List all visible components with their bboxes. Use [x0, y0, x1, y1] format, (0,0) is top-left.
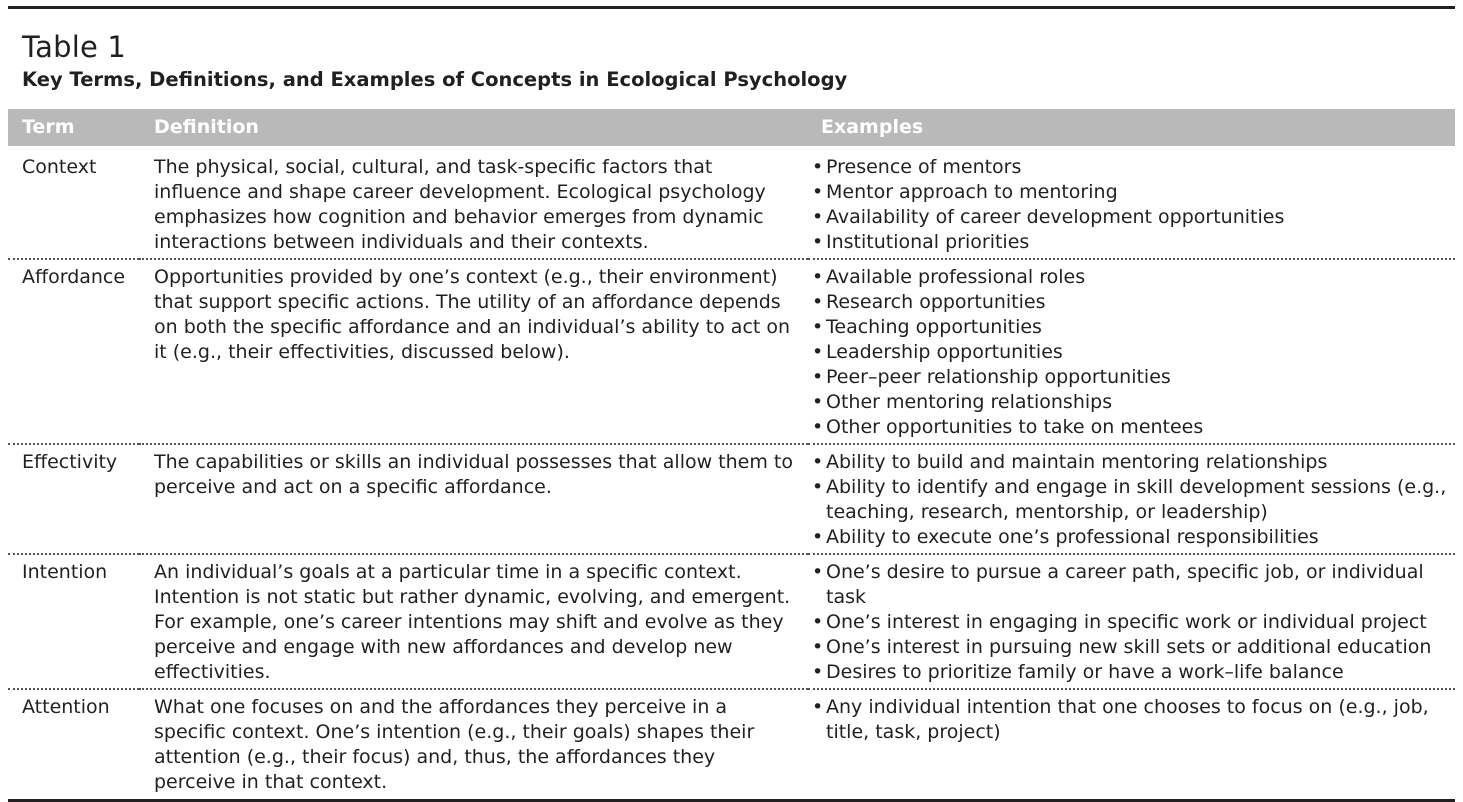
definition-cell: The physical, social, cultural, and task-specific factors that influence and shape career development. Ecological psychology emphasizes how cognition and behavior emerges from dynamic interactions between individuals and their contexts. — [154, 156, 766, 253]
example-item: • Any individual intention that one chooses to focus on (e.g., job, title, task, project) — [812, 695, 1455, 745]
top-rule — [8, 6, 1455, 9]
definition-cell: The capabilities or skills an individual possesses that allow them to perceive and act on a specific affordance. — [139, 444, 808, 554]
examples-list — [812, 695, 1455, 745]
table-page — [8, 6, 1455, 802]
example-item: • One’s interest in pursuing new skill sets or additional education — [812, 635, 1455, 660]
examples-cell — [808, 146, 1455, 259]
example-item: • Available professional roles — [812, 265, 1455, 290]
definition-cell: Opportunities provided by one’s context (e.g., their environment) that support specific actions. The utility of an affordance depends on both the specific affordance and an individual’s ability to act on it (e.g., their effectivities, discussed below). — [139, 259, 808, 444]
examples-cell — [808, 554, 1455, 689]
example-item: • Leadership opportunities — [812, 340, 1455, 365]
examples-list — [812, 450, 1455, 550]
term-cell: Attention — [8, 689, 139, 799]
example-item: • One’s desire to pursue a career path, specific job, or individual task — [812, 560, 1455, 610]
example-item: • Presence of mentors — [812, 155, 1455, 180]
examples-cell — [808, 259, 1455, 444]
example-item: • One’s interest in engaging in specific work or individual project — [812, 610, 1455, 635]
header-examples: Examples — [808, 109, 1455, 146]
table-row — [8, 554, 1455, 689]
example-item: • Ability to execute one’s professional responsibilities — [812, 525, 1455, 550]
term-cell: Effectivity — [8, 444, 139, 554]
example-item: • Other mentoring relationships — [812, 390, 1455, 415]
table-label: Table 1 — [22, 30, 127, 64]
term-cell: Context — [22, 156, 97, 178]
header-row — [8, 109, 1455, 146]
key-terms-table — [8, 109, 1455, 799]
table-row — [8, 689, 1455, 799]
example-item: • Teaching opportunities — [812, 315, 1455, 340]
table-row — [8, 444, 1455, 554]
examples-list — [812, 155, 1455, 255]
definition-cell: An individual’s goals at a particular time in a specific context. Intention is not static but rather dynamic, evolving, and emergent. For example, one’s career intentions may shift and evolve as they perceive and engage with new affordances and develop new effectivities. — [139, 554, 808, 689]
example-item: • Institutional priorities — [812, 230, 1455, 255]
examples-list — [812, 265, 1455, 440]
example-item: • Desires to prioritize family or have a work–life balance — [812, 660, 1455, 685]
example-item: • Ability to identify and engage in skill development sessions (e.g., teaching, research, mentorship, or leadership) — [812, 475, 1455, 525]
table-title: Key Terms, Definitions, and Examples of Concepts in Ecological Psychology — [22, 68, 848, 91]
term-cell: Intention — [8, 554, 139, 689]
header-definition: Definition — [139, 109, 808, 146]
header-term: Term — [8, 109, 139, 146]
example-item: • Research opportunities — [812, 290, 1455, 315]
examples-cell — [808, 689, 1455, 799]
example-item: • Peer–peer relationship opportunities — [812, 365, 1455, 390]
table-row — [8, 259, 1455, 444]
examples-list — [812, 560, 1455, 685]
table-row — [8, 146, 1455, 259]
example-item: • Ability to build and maintain mentoring relationships — [812, 450, 1455, 475]
definition-cell: What one focuses on and the affordances they perceive in a specific context. One’s intention (e.g., their goals) shapes their attention (e.g., their focus) and, thus, the affordances they perceive in that context. — [139, 689, 808, 799]
example-item: • Availability of career development opportunities — [812, 205, 1455, 230]
example-item: • Mentor approach to mentoring — [812, 180, 1455, 205]
example-item: • Other opportunities to take on mentees — [812, 415, 1455, 440]
examples-cell — [808, 444, 1455, 554]
term-cell: Affordance — [8, 259, 139, 444]
